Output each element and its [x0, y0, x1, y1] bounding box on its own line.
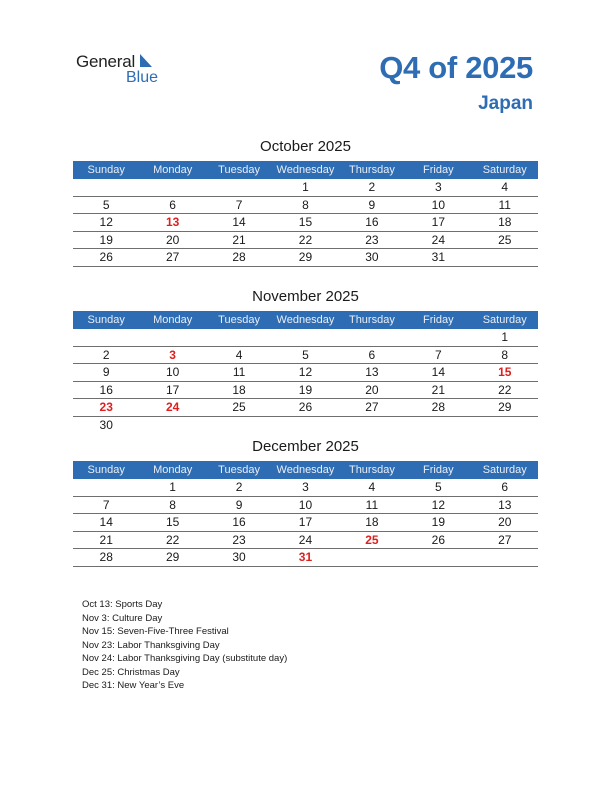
day-cell: 21	[99, 532, 113, 547]
weekday-label: Thursday	[348, 164, 395, 176]
logo-triangle-icon	[138, 54, 154, 68]
weekday-label: Sunday	[87, 464, 125, 476]
day-cell: 28	[431, 400, 445, 414]
day-cell: 4	[235, 347, 243, 362]
week-row	[73, 214, 538, 232]
empty-day-cell	[206, 417, 272, 435]
week-row	[73, 532, 538, 550]
day-cell: 28	[99, 550, 113, 564]
day-cell: 29	[498, 400, 512, 414]
day-cell: 1	[302, 180, 309, 194]
day-cell: 13	[498, 497, 512, 512]
weekday-label: Saturday	[482, 464, 527, 476]
holiday-day-cell: 25	[365, 532, 379, 547]
day-cell: 8	[501, 347, 509, 362]
weekday-label: Tuesday	[218, 164, 260, 176]
day-cell: 17	[165, 382, 180, 397]
day-cell: 6	[501, 480, 509, 494]
holiday-list-item: Nov 15: Seven-Five-Three Festival	[82, 626, 229, 637]
day-cell: 16	[232, 515, 246, 529]
empty-day-cell	[339, 549, 405, 566]
day-cell: 26	[298, 400, 313, 414]
logo-text-general: General	[76, 52, 136, 71]
day-cell: 27	[498, 532, 512, 547]
weekday-label: Sunday	[87, 314, 125, 326]
day-cell: 11	[365, 497, 379, 512]
weekday-label: Thursday	[348, 314, 395, 326]
month-calendar-october	[73, 137, 538, 267]
empty-day-cell	[472, 249, 538, 266]
holiday-list-item: Dec 25: Christmas Day	[82, 666, 180, 678]
day-cell: 30	[365, 250, 379, 264]
holiday-day-cell: 3	[169, 347, 176, 362]
day-cell: 26	[431, 532, 445, 547]
holiday-list-item: Nov 23: Labor Thanksgiving Day	[82, 639, 220, 651]
month-calendar-november	[73, 287, 538, 434]
day-cell: 12	[431, 497, 445, 512]
holiday-list-item: Nov 3: Culture Day	[82, 612, 163, 624]
weekday-label: Wednesday	[276, 464, 335, 476]
week-row	[73, 417, 538, 435]
page-title: Q4 of 2025	[379, 50, 533, 85]
week-row	[73, 514, 538, 532]
day-cell: 24	[431, 232, 445, 247]
empty-day-cell	[272, 329, 338, 346]
day-cell: 2	[102, 347, 110, 362]
empty-day-cell	[73, 329, 139, 346]
day-cell: 10	[298, 497, 313, 512]
day-cell: 30	[99, 417, 113, 432]
logo	[76, 52, 176, 88]
day-cell: 20	[498, 515, 512, 529]
empty-day-cell	[339, 329, 405, 346]
day-cell: 8	[302, 197, 309, 212]
holiday-day-cell: 13	[165, 215, 180, 229]
weekday-label: Monday	[153, 464, 193, 476]
holiday-list-item: Oct 13: Sports Day	[82, 599, 163, 610]
day-cell: 23	[365, 232, 379, 247]
day-cell: 23	[232, 532, 246, 547]
week-row	[73, 382, 538, 400]
day-cell: 30	[232, 550, 246, 564]
empty-day-cell	[405, 549, 471, 566]
empty-day-cell	[139, 329, 205, 346]
holiday-day-cell: 24	[165, 400, 180, 414]
day-cell: 14	[431, 365, 445, 379]
month-title: December 2025	[252, 438, 359, 455]
day-cell: 3	[434, 180, 442, 194]
empty-day-cell	[73, 179, 139, 196]
day-cell: 29	[298, 250, 313, 264]
day-cell: 27	[165, 250, 180, 264]
day-cell: 18	[365, 515, 379, 529]
day-cell: 5	[434, 480, 442, 494]
day-cell: 7	[235, 197, 243, 212]
day-cell: 21	[431, 382, 445, 397]
day-cell: 2	[368, 180, 376, 194]
weekday-label: Friday	[423, 314, 454, 326]
weekday-header	[73, 461, 538, 479]
day-cell: 14	[99, 515, 113, 529]
holiday-list	[82, 598, 287, 693]
weekday-label: Tuesday	[218, 464, 260, 476]
day-cell: 10	[431, 197, 445, 212]
weekday-label: Wednesday	[276, 314, 335, 326]
day-cell: 1	[169, 480, 176, 494]
day-cell: 6	[368, 347, 376, 362]
week-row	[73, 347, 538, 365]
country-name: Japan	[478, 93, 533, 114]
day-cell: 9	[102, 365, 110, 379]
day-cell: 12	[298, 365, 313, 379]
day-cell: 14	[232, 215, 246, 229]
day-cell: 25	[232, 400, 246, 414]
day-cell: 15	[298, 215, 313, 229]
empty-day-cell	[73, 479, 139, 496]
day-cell: 18	[498, 215, 512, 229]
week-row	[73, 249, 538, 267]
holiday-day-cell: 23	[99, 400, 113, 414]
empty-day-cell	[405, 417, 471, 435]
month-title: November 2025	[252, 288, 359, 305]
day-cell: 9	[368, 197, 376, 212]
month-calendar-december	[73, 437, 538, 567]
day-cell: 26	[99, 250, 113, 264]
day-cell: 16	[99, 382, 113, 397]
day-cell: 8	[169, 497, 176, 512]
weekday-label: Saturday	[482, 314, 527, 326]
day-cell: 7	[102, 497, 110, 512]
day-cell: 22	[298, 232, 313, 247]
week-row	[73, 549, 538, 567]
empty-day-cell	[472, 417, 538, 435]
empty-day-cell	[139, 417, 205, 435]
holiday-list-item: Dec 31: New Year’s Eve	[82, 680, 185, 691]
day-cell: 21	[232, 232, 246, 247]
day-cell: 28	[232, 250, 246, 264]
day-cell: 16	[365, 215, 379, 229]
weekday-label: Monday	[153, 314, 193, 326]
week-row	[73, 479, 538, 497]
weekday-label: Wednesday	[276, 164, 335, 176]
day-cell: 19	[298, 382, 313, 397]
holiday-day-cell: 31	[298, 550, 313, 564]
weekday-label: Saturday	[482, 164, 527, 176]
week-row	[73, 399, 538, 417]
day-cell: 19	[99, 232, 113, 247]
day-cell: 4	[368, 480, 376, 494]
day-cell: 22	[498, 382, 512, 397]
day-cell: 2	[235, 480, 243, 494]
empty-day-cell	[472, 549, 538, 566]
weekday-label: Friday	[423, 164, 454, 176]
day-cell: 3	[302, 480, 309, 494]
week-row	[73, 179, 538, 197]
empty-day-cell	[339, 417, 405, 435]
day-cell: 17	[298, 515, 313, 529]
day-cell: 11	[498, 197, 511, 212]
weekday-label: Thursday	[348, 464, 395, 476]
weekday-label: Sunday	[87, 164, 125, 176]
day-cell: 5	[302, 347, 309, 362]
week-row	[73, 497, 538, 515]
weekday-header	[73, 161, 538, 179]
day-cell: 1	[501, 330, 509, 344]
day-cell: 20	[365, 382, 379, 397]
empty-day-cell	[139, 179, 205, 196]
holiday-list-item: Nov 24: Labor Thanksgiving Day (substitute day)	[82, 653, 288, 664]
day-cell: 6	[169, 197, 176, 212]
month-title: October 2025	[260, 138, 351, 155]
day-cell: 31	[431, 250, 445, 264]
day-cell: 29	[165, 550, 180, 564]
holiday-day-cell: 15	[498, 365, 512, 379]
day-cell: 27	[365, 400, 379, 414]
day-cell: 17	[431, 215, 445, 229]
empty-day-cell	[206, 179, 272, 196]
day-cell: 19	[431, 515, 445, 529]
weekday-header	[73, 311, 538, 329]
logo-text-blue: Blue	[126, 69, 159, 86]
week-row	[73, 329, 538, 347]
day-cell: 7	[434, 347, 442, 362]
day-cell: 12	[99, 215, 113, 229]
week-row	[73, 197, 538, 215]
day-cell: 25	[498, 232, 512, 247]
weekday-label: Tuesday	[218, 314, 260, 326]
day-cell: 5	[102, 197, 110, 212]
day-cell: 9	[235, 497, 243, 512]
week-row	[73, 364, 538, 382]
empty-day-cell	[405, 329, 471, 346]
day-cell: 4	[501, 180, 509, 194]
day-cell: 10	[165, 365, 180, 379]
day-cell: 22	[165, 532, 180, 547]
day-cell: 15	[165, 515, 180, 529]
day-cell: 20	[165, 232, 180, 247]
day-cell: 11	[232, 365, 246, 379]
day-cell: 24	[298, 532, 313, 547]
weekday-label: Friday	[423, 464, 454, 476]
week-row	[73, 232, 538, 250]
day-cell: 13	[365, 365, 379, 379]
day-cell: 18	[232, 382, 246, 397]
weekday-label: Monday	[153, 164, 193, 176]
empty-day-cell	[272, 417, 338, 435]
empty-day-cell	[206, 329, 272, 346]
